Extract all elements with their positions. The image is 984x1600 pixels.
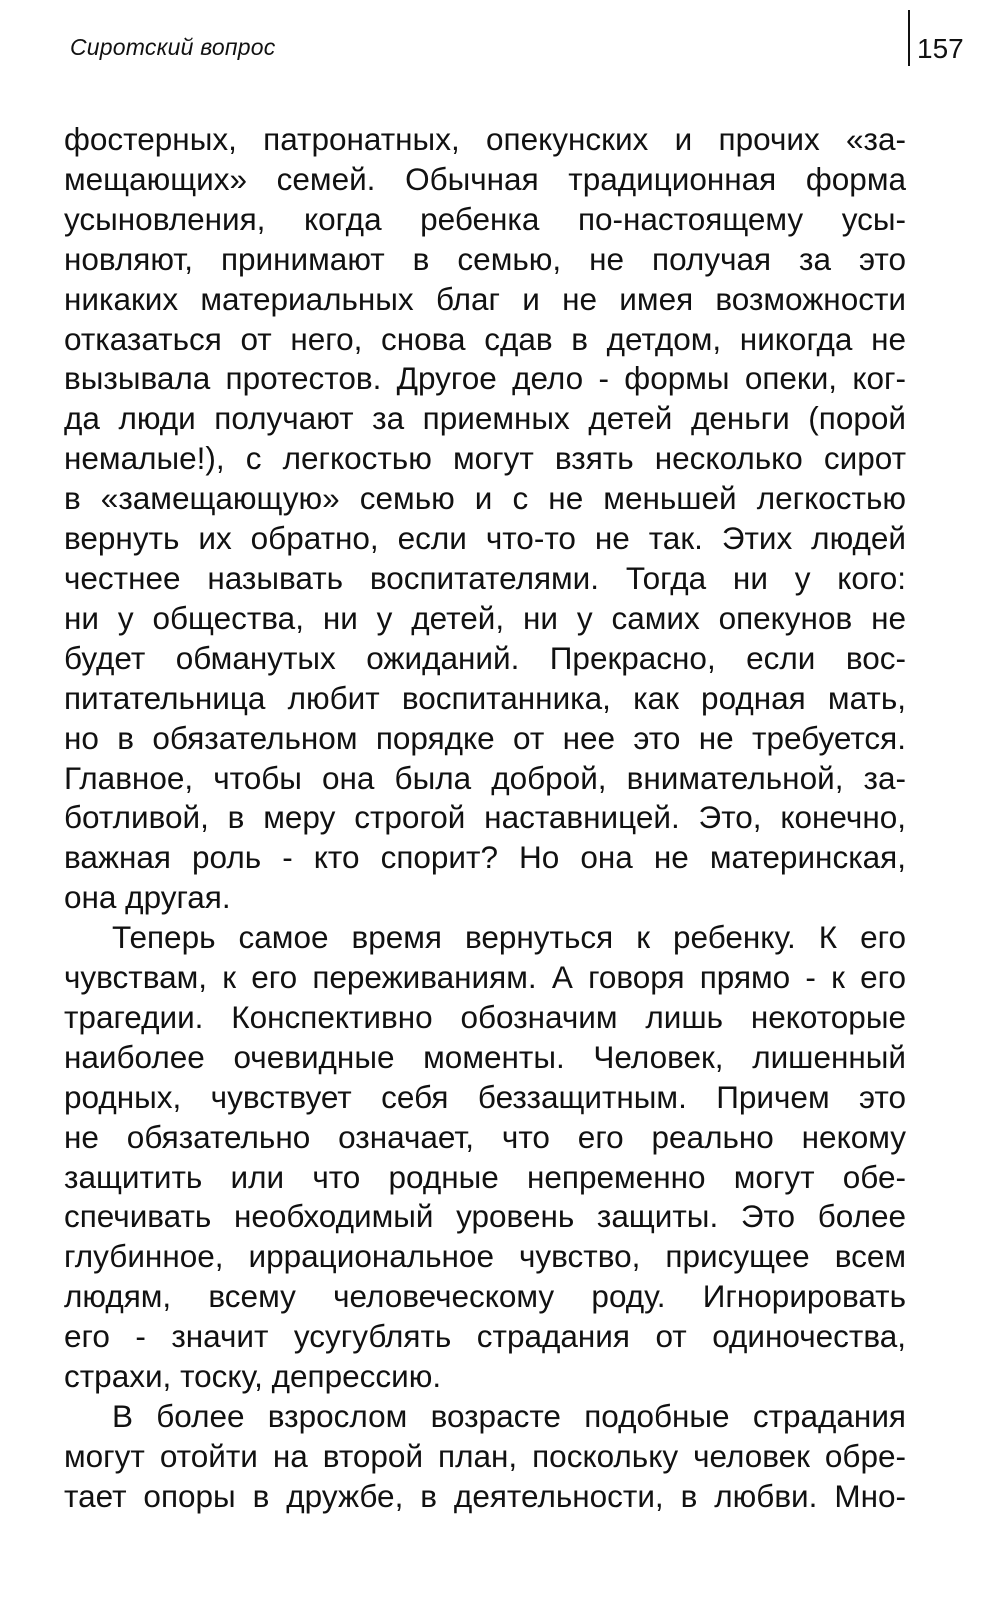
text-line: честнее называть воспитателями. Тогда ни у кого:: [64, 559, 906, 596]
text-line: вызывала протестов. Другое дело - формы опеки, ког-: [64, 360, 906, 397]
text-line: Теперь самое время вернуться к ребенку. К его: [112, 919, 906, 956]
text-line: усыновления, когда ребенка по-настоящему усы-: [64, 200, 906, 237]
text-line: могут отойти на второй план, поскольку человек обре-: [64, 1437, 906, 1474]
text-line: тает опоры в дружбе, в деятельности, в любви. Мно-: [64, 1477, 906, 1514]
text-line: его - значит усугублять страдания от одиночества,: [64, 1318, 906, 1355]
text-line: никаких материальных благ и не имея возможности: [64, 280, 906, 317]
text-line: вернуть их обратно, если что-то не так. Этих людей: [64, 520, 906, 557]
text-line: родных, чувствует себя беззащитным. Причем это: [64, 1078, 906, 1115]
text-line: глубинное, иррациональное чувство, присущее всем: [64, 1238, 906, 1275]
text-line: защитить или что родные непременно могут обе-: [64, 1158, 906, 1195]
header-rule: [908, 10, 910, 66]
text-line: но в обязательном порядке от нее это не требуется.: [64, 719, 906, 756]
text-line: отказаться от него, снова сдав в детдом, никогда не: [64, 320, 906, 357]
paragraph-1: [64, 120, 906, 918]
text-line: не обязательно означает, что его реально некому: [64, 1118, 906, 1155]
text-line: страхи, тоску, депрессию.: [64, 1358, 442, 1395]
text-line: будет обманутых ожиданий. Прекрасно, если вос-: [64, 639, 906, 676]
text-line: новляют, принимают в семью, не получая за это: [64, 240, 906, 277]
page-number: 157: [917, 33, 964, 64]
text-line: ни у общества, ни у детей, ни у самих опекунов не: [64, 599, 906, 636]
text-line: важная роль - кто спорит? Но она не материнская,: [64, 839, 906, 876]
text-line: мещающих» семей. Обычная традиционная форма: [64, 160, 906, 197]
text-line: спечивать необходимый уровень защиты. Это более: [64, 1198, 906, 1235]
running-head: Сиротский вопрос: [70, 34, 276, 60]
text-line: чувствам, к его переживаниям. А говоря прямо - к его: [64, 959, 906, 996]
text-line: людям, всему человеческому роду. Игнорировать: [64, 1278, 906, 1315]
body-text: [64, 120, 906, 1517]
text-line: питательница любит воспитанника, как родная мать,: [64, 679, 906, 716]
text-line: немалые!), с легкостью могут взять несколько сирот: [64, 440, 906, 477]
text-line: она другая.: [64, 879, 231, 916]
paragraph-3: [64, 1397, 906, 1517]
text-line: да люди получают за приемных детей деньги (порой: [64, 400, 906, 437]
text-line: наиболее очевидные моменты. Человек, лишенный: [64, 1038, 906, 1075]
text-line: фостерных, патронатных, опекунских и прочих «за-: [64, 121, 906, 157]
text-line: В более взрослом возрасте подобные страдания: [112, 1398, 906, 1434]
text-line: Главное, чтобы она была доброй, внимательной, за-: [64, 759, 906, 796]
text-line: ботливой, в меру строгой наставницей. Это, конечно,: [64, 799, 906, 836]
paragraph-2: [64, 918, 906, 1397]
text-line: в «замещающую» семью и с не меньшей легкостью: [64, 480, 906, 517]
text-line: трагедии. Конспективно обозначим лишь некоторые: [64, 998, 906, 1035]
